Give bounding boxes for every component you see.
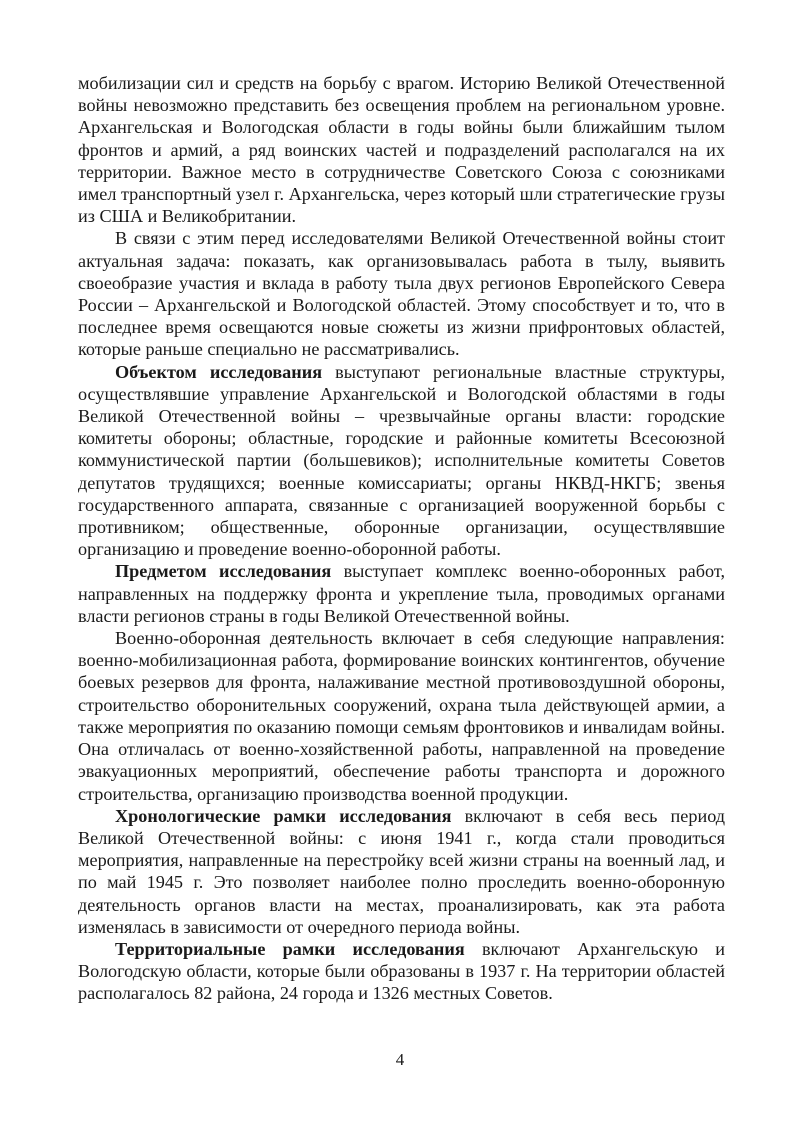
paragraph-activity [78,627,725,805]
paragraph-territory-term: Территориальные рамки исследования [115,938,465,959]
paragraph-chronology [78,805,725,938]
paragraph-territory [78,938,725,1005]
page-number: 4 [395,1050,405,1069]
paragraph-object [78,361,725,561]
paragraph-chronology-text: включают в себя весь период Великой Отечественной войны: с июня 1941 г., когда стали проводиться мероприятия, направленные на перестройку всей жизни страны на военный лад, и по май 1945 г. Это позволяет наиболее полно проследить военно-оборонную деятельность органов власти на местах, проанализировать, как эта работа изменялась в зависимости от очередного периода войны. [78,805,726,937]
paragraph-territory-text: включают Архангельскую и Вологодскую области, которые были образованы в 1937 г. На территории областей располагалось 82 района, 24 города и 1326 местных Советов. [78,938,726,1004]
paragraph-activity-text: Военно-оборонная деятельность включает в себя следующие направления: военно-мобилизационная работа, формирование воинских контингентов, обучение боевых резервов для фронта, налаживание местной противовоздушной обороны, строительство оборонительных сооружений, охрана тыла действующей армии, а также мероприятия по оказанию помощи семьям фронтовиков и инвалидам войны. Она отличалась от военно-хозяйственной работы, направленной на проведение эвакуационных мероприятий, обеспечение работы транспорта и дорожного строительства, организацию производства военной продукции. [78,628,725,804]
paragraph-object-term: Объектом исследования [115,361,323,382]
paragraph-chronology-term: Хронологические рамки исследования [115,805,452,826]
paragraph-2 [78,227,725,360]
paragraph-2-text: В связи с этим перед исследователями Великой Отечественной войны стоит актуальная задача: показать, как организовывалась работа в тылу, выявить своеобразие участия и вклада в работу тыла двух регионов Европейского Севера России – Архангельской и Вологодской областей. Этому способствует и то, что в последнее время освещаются новые сюжеты из жизни прифронтовых областей, которые раньше специально не рассматривались. [78,228,725,360]
body-text [78,72,725,1005]
paragraph-subject [78,560,725,627]
paragraph-1-text: мобилизации сил и средств на борьбу с врагом. Историю Великой Отечественной войны невозможно представить без освещения проблем на региональном уровне. Архангельская и Вологодская области в годы войны были ближайшим тылом фронтов и армий, а ряд воинских частей и подразделений располагался на их территории. Важное место в сотрудничестве Советского Союза с союзниками имел транспортный узел г. Архангельска, через который шли стратегические грузы из США и Великобритании. [78,73,725,227]
paragraph-subject-term: Предметом исследования [115,561,332,582]
paragraph-1 [78,72,725,227]
paragraph-subject-text: выступает комплекс военно-оборонных работ, направленных на поддержку фронта и укрепление тыла, проводимых органами власти регионов страны в годы Великой Отечественной войны. [78,561,725,626]
paragraph-object-text: выступают региональные властные структуры, осуществлявшие управление Архангельской и Вологодской областями в годы Великой Отечественной войны – чрезвычайные органы власти: городские комитеты обороны; областные, городские и районные комитеты Всесоюзной коммунистической партии (большевиков); исполнительные комитеты Советов депутатов трудящихся; военные комиссариаты; органы НКВД-НКГБ; звенья государственного аппарата, связанные с организацией вооруженной борьбы с противником; общественные, оборонные организации, осуществлявшие организацию и проведение военно-оборонной работы. [78,361,725,560]
